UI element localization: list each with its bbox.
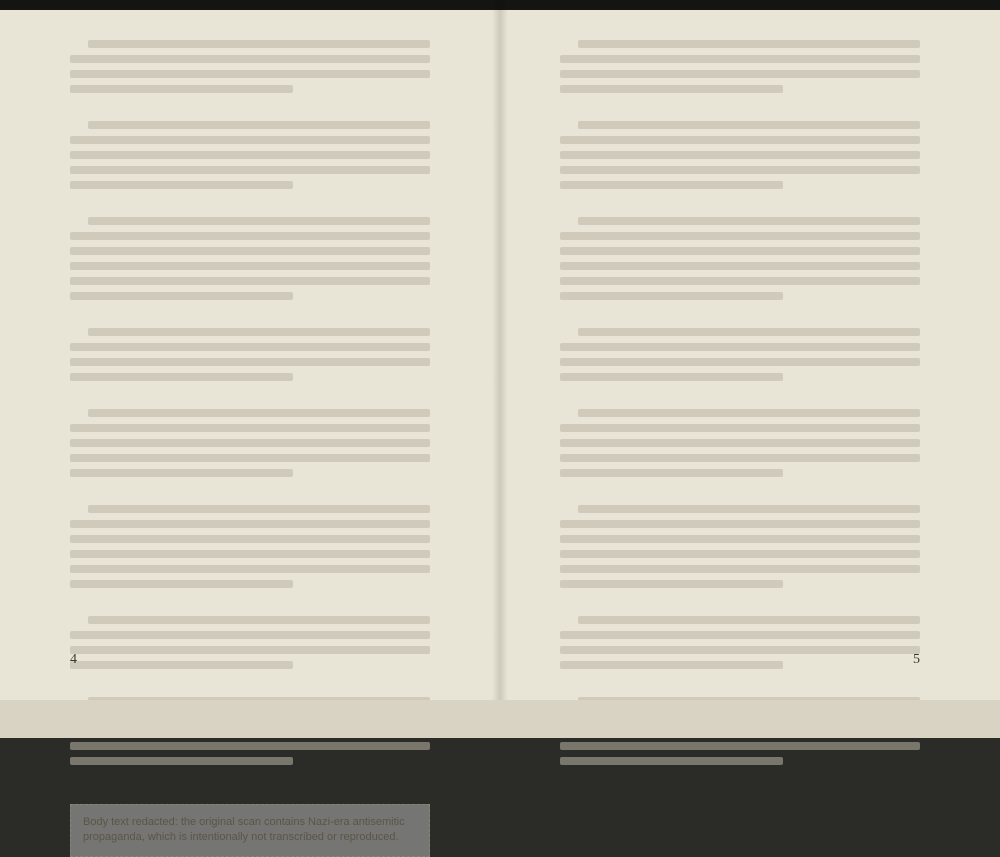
right-page [560, 40, 920, 667]
left-page [70, 40, 430, 844]
left-page-number: 4 [70, 652, 77, 667]
book-gutter-shadow [492, 0, 508, 700]
right-page-number: 5 [913, 652, 920, 667]
right-page-text-redacted [560, 40, 920, 786]
left-page-text-redacted [70, 40, 430, 786]
scan-edge-bottom [0, 700, 1000, 738]
redaction-note: Body text redacted: the original scan contains Nazi-era antisemitic propaganda, which is intentionally not transcribed or reproduced. [70, 804, 430, 857]
